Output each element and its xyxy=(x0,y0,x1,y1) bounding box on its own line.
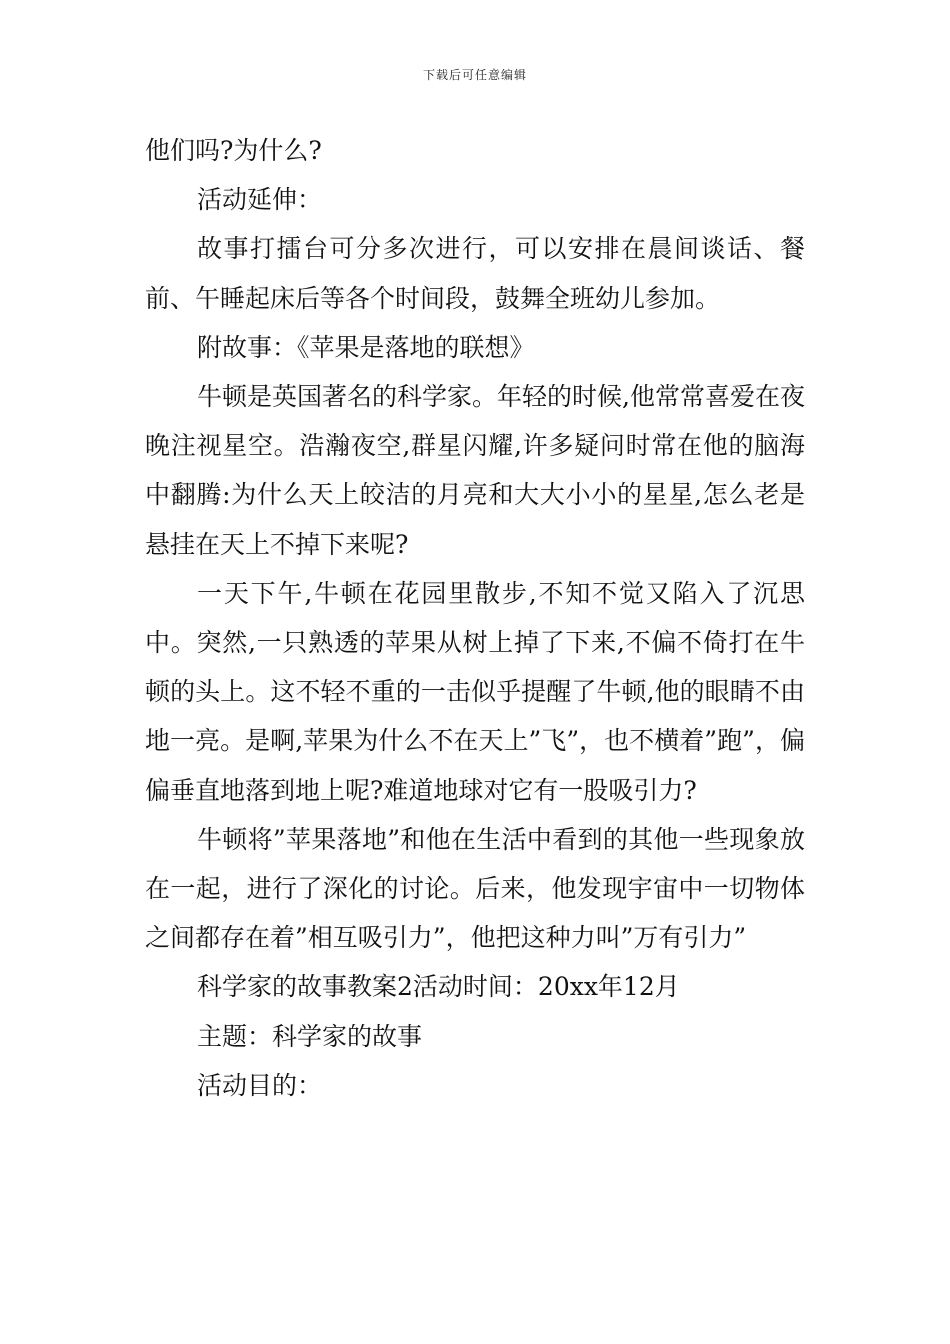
page-header-note: 下载后可任意编辑 xyxy=(422,68,527,82)
paragraph: 科学家的故事教案2活动时间：20xx年12月 xyxy=(197,972,680,1002)
paragraph: 活动延伸： xyxy=(197,185,323,215)
paragraph: 附故事：《苹果是落地的联想》 xyxy=(197,332,535,362)
paragraph: 故事打擂台可分多次进行，可以安排在晨间谈话、餐前、午睡起床后等各个时间段，鼓舞全班幼儿参加。 xyxy=(145,234,805,313)
paragraph: 活动目的： xyxy=(197,1070,323,1100)
paragraph: 牛顿将”苹果落地”和他在生活中看到的其他一些现象放在一起，进行了深化的讨论。后来，他发现宇宙中一切物体之间都存在着”相互吸引力”，他把这种力叫”万有引力” xyxy=(145,824,805,953)
paragraph: 一天下午,牛顿在花园里散步,不知不觉又陷入了沉思中。突然,一只熟透的苹果从树上掉了下来,不偏不倚打在牛顿的头上。这不轻不重的一击似乎提醒了牛顿,他的眼睛不由地一亮。是啊,苹果为什么不在天上”飞”，也不横着”跑”，偏偏垂直地落到地上呢?难道地球对它有一股吸引力? xyxy=(145,578,805,805)
paragraph: 主题：科学家的故事 xyxy=(197,1021,423,1051)
paragraph: 牛顿是英国著名的科学家。年轻的时候,他常常喜爱在夜晚注视星空。浩瀚夜空,群星闪耀,许多疑问时常在他的脑海中翻腾:为什么天上皎洁的月亮和大大小小的星星,怎么老是悬挂在天上不掉下来呢? xyxy=(145,382,805,559)
document-body xyxy=(145,126,805,1110)
paragraph: 他们吗?为什么? xyxy=(145,136,322,165)
